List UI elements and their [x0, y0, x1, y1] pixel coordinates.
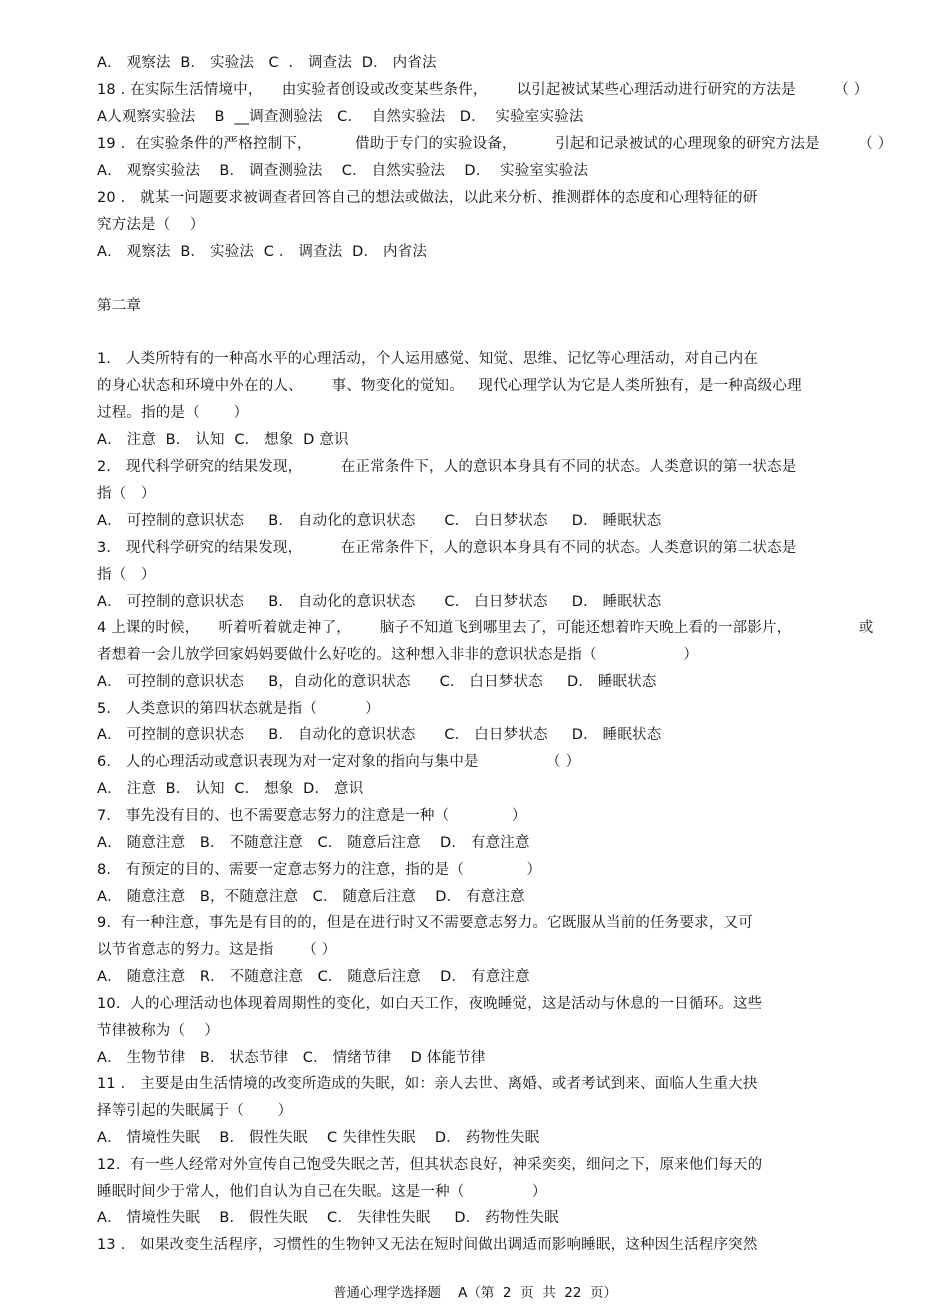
question-19: 19 ．在实验条件的严格控制下， 借助于专门的实验设备， 引起和记录被试的心理现象的研究方法是 （ ） [97, 136, 893, 152]
question-8: 8． 有预定的目的、需要一定意志努力的注意，指的是（ ） [97, 862, 542, 878]
question-18: 18 . 在实际生活情境中， 由实验者创设或改变某些条件， 以引起被试某些心理活动进行研究的方法是 （ ） [97, 82, 869, 98]
question-1: 1． 人类所特有的一种高水平的心理活动，个人运用感觉、知觉、思维、记忆等心理活动，对自己内在 [97, 351, 759, 367]
option-line: A． 观察法 B． 实验法 C ． 调查法 D． 内省法 [97, 55, 437, 71]
page-footer: 普通心理学选择题 A（第 2 页 共 22 页） [332, 1285, 618, 1301]
question-20-cont: 究方法是（ ） [97, 217, 205, 233]
question-11: 11 ． 主要是由生活情境的改变所造成的失眠，如：亲人去世、离婚、或者考试到来、面临人生重大抉 [97, 1076, 758, 1092]
question-13: 13 ． 如果改变生活程序，习惯性的生物钟又无法在短时间做出调适而影响睡眠，这种因生活程序突然 [97, 1237, 758, 1253]
chapter-heading: 第二章 [97, 298, 142, 314]
option-line: A人观察实验法 B __调查测验法 C． 自然实验法 D． 实验室实验法 [97, 109, 584, 125]
question-20: 20 ． 就某一问题要求被调查者回答自己的想法或做法，以此来分析、推测群体的态度和心理特征的研 [97, 190, 758, 206]
option-line: A． 注意 B． 认知 C． 想象 D 意识 [97, 432, 349, 448]
question-6: 6． 人的心理活动或意识表现为对一定对象的指向与集中是 （ ） [97, 754, 581, 770]
option-line: A． 可控制的意识状态 B，自动化的意识状态 C． 白日梦状态 D． 睡眠状态 [97, 674, 657, 690]
question-11-cont: 择等引起的失眠属于（ ） [97, 1103, 293, 1119]
option-line: A． 情境性失眠 B． 假性失眠 C． 失律性失眠 D． 药物性失眠 [97, 1210, 559, 1226]
option-line: A． 随意注意 B，不随意注意 C． 随意后注意 D． 有意注意 [97, 889, 525, 905]
option-line: A． 观察法 B． 实验法 C ． 调查法 D． 内省法 [97, 244, 428, 260]
question-1-cont: 过程。指的是（ ） [97, 405, 249, 421]
question-7: 7． 事先没有目的、也不需要意志努力的注意是一种（ ） [97, 808, 527, 824]
option-line: A． 生物节律 B． 状态节律 C． 情绪节律 D 体能节律 [97, 1050, 486, 1066]
option-line: A． 可控制的意识状态 B． 自动化的意识状态 C． 白日梦状态 D． 睡眠状态 [97, 594, 662, 610]
option-line: A． 情境性失眠 B． 假性失眠 C 失律性失眠 D． 药物性失眠 [97, 1130, 540, 1146]
option-line: A． 注意 B． 认知 C． 想象 D． 意识 [97, 781, 364, 797]
question-4: 4 上课的时候， 听着听着就走神了， 脑子不知道飞到哪里去了，可能还想着昨天晚上看的一部影片， 或 [97, 620, 874, 636]
option-line: A． 随意注意 B． 不随意注意 C． 随意后注意 D． 有意注意 [97, 835, 530, 851]
question-1-cont: 的身心状态和环境中外在的人、 事、物变化的觉知。 现代心理学认为它是人类所独有，是一种高级心理 [97, 378, 802, 394]
question-10-cont: 节律被称为（ ） [97, 1023, 220, 1039]
option-line: A． 观察实验法 B． 调查测验法 C． 自然实验法 D． 实验室实验法 [97, 163, 589, 179]
option-line: A． 可控制的意识状态 B． 自动化的意识状态 C． 白日梦状态 D． 睡眠状态 [97, 513, 662, 529]
question-9-cont: 以节省意志的努力。这是指 （ ） [97, 942, 337, 958]
question-12: 12. 有一些人经常对外宣传自己饱受失眠之苦，但其状态良好，神采奕奕，细问之下，原来他们每天的 [97, 1157, 763, 1173]
question-3: 3． 现代科学研究的结果发现， 在正常条件下，人的意识本身具有不同的状态。人类意识的第二状态是 [97, 540, 797, 556]
option-line: A． 随意注意 R． 不随意注意 C． 随意后注意 D． 有意注意 [97, 969, 530, 985]
question-5: 5． 人类意识的第四状态就是指（ ） [97, 701, 380, 717]
question-9: 9. 有一种注意，事先是有目的的，但是在进行时又不需要意志努力。它既服从当前的任务要求，又可 [97, 915, 753, 931]
question-2: 2． 现代科学研究的结果发现， 在正常条件下，人的意识本身具有不同的状态。人类意识的第一状态是 [97, 459, 797, 475]
question-3-cont: 指（ ） [97, 567, 156, 583]
question-10: 10. 人的心理活动也体现着周期性的变化，如白天工作，夜晚睡觉，这是活动与休息的一日循环。这些 [97, 996, 763, 1012]
question-4-cont: 者想着一会儿放学回家妈妈要做什么好吃的。这种想入非非的意识状态是指（ ） [97, 647, 699, 663]
question-2-cont: 指（ ） [97, 486, 156, 502]
question-12-cont: 睡眠时间少于常人，他们自认为自己在失眠。这是一种（ ） [97, 1184, 547, 1200]
option-line: A． 可控制的意识状态 B． 自动化的意识状态 C． 白日梦状态 D． 睡眠状态 [97, 727, 662, 743]
